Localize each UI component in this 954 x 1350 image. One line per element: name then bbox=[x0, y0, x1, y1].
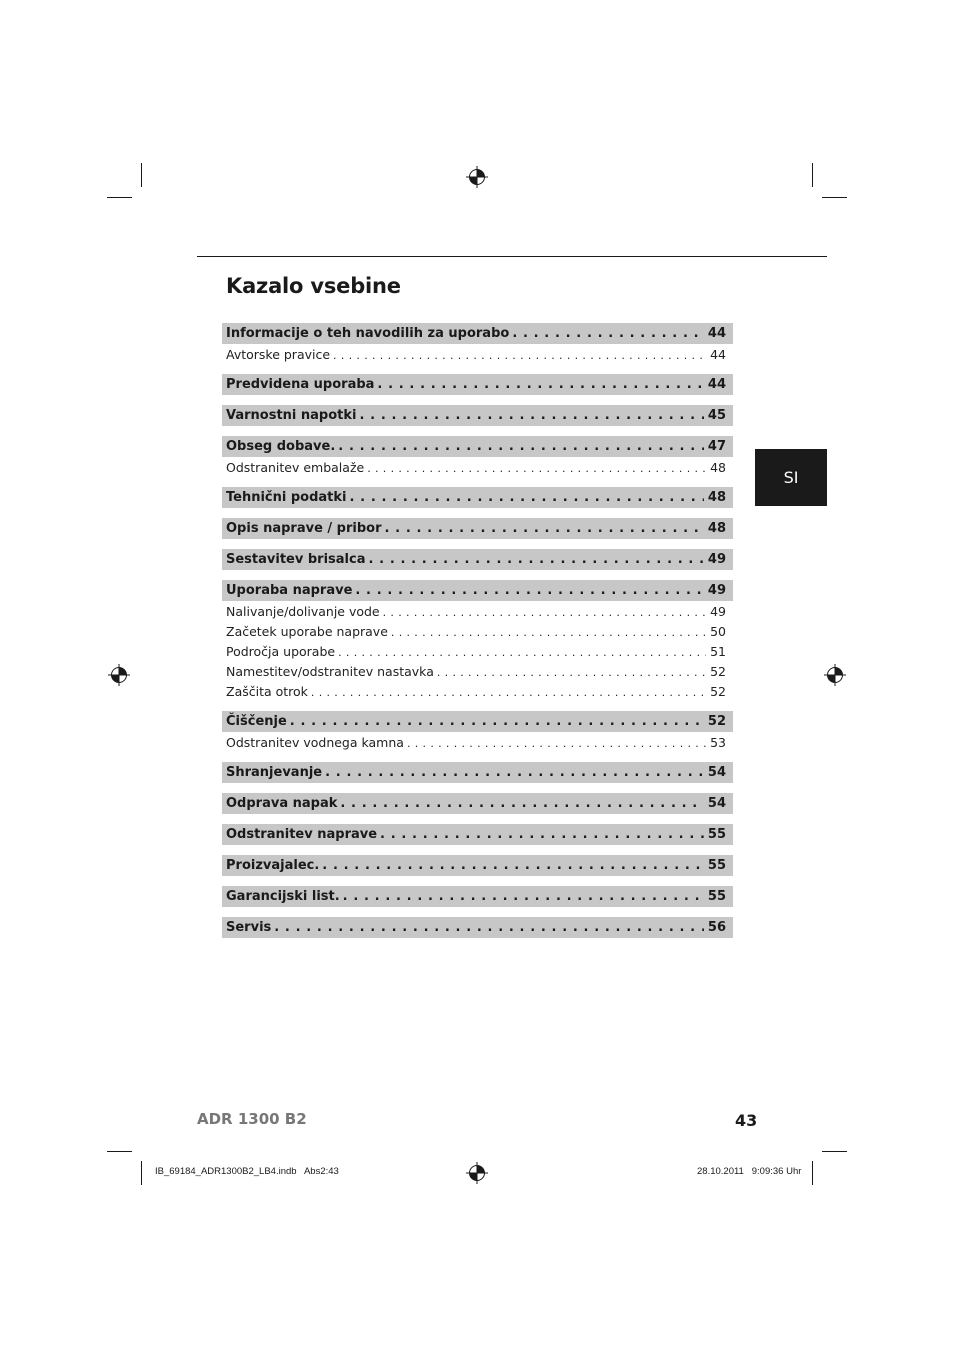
toc-entry bbox=[222, 824, 733, 845]
toc-subentry bbox=[222, 602, 733, 622]
toc-leader-dots bbox=[322, 855, 704, 876]
toc-subentry-label: Odstranitev embalaže bbox=[226, 460, 365, 475]
toc-entry-label: Informacije o teh navodilih za uporabo bbox=[226, 326, 510, 341]
toc-leader-dots bbox=[343, 886, 704, 907]
toc-entry-page: 56 bbox=[707, 920, 726, 935]
toc-entry bbox=[222, 917, 733, 938]
toc-entry-label: Uporaba naprave bbox=[226, 583, 353, 598]
toc-leader-dots bbox=[367, 458, 706, 479]
toc-leader-dots bbox=[407, 733, 706, 754]
toc-entry-label: Shranjevanje bbox=[226, 765, 323, 780]
toc-entry-page: 45 bbox=[707, 408, 726, 423]
toc-leader-dots bbox=[437, 662, 706, 683]
toc-subentry-page: 51 bbox=[710, 644, 726, 659]
toc-subentry bbox=[222, 345, 733, 365]
registration-mark-icon bbox=[466, 1162, 488, 1184]
toc-entry bbox=[222, 711, 733, 732]
toc-entry-label: Sestavitev brisalca bbox=[226, 552, 366, 567]
toc-leader-dots bbox=[385, 518, 704, 539]
toc-entry-label: Tehnični podatki bbox=[226, 490, 347, 505]
header-rule bbox=[197, 256, 827, 257]
toc-entry-page: 48 bbox=[707, 490, 726, 505]
toc-entry bbox=[222, 518, 733, 539]
toc-entry bbox=[222, 374, 733, 395]
toc-entry-page: 49 bbox=[707, 583, 726, 598]
toc-entry-label: Predvidena uporaba bbox=[226, 377, 375, 392]
toc-subentry bbox=[222, 733, 733, 753]
toc-leader-dots bbox=[383, 602, 706, 623]
toc-leader-dots bbox=[355, 580, 704, 601]
toc-entry-page: 54 bbox=[707, 765, 726, 780]
toc-subentry-label: Zaščita otrok bbox=[226, 684, 308, 699]
toc-leader-dots bbox=[338, 436, 704, 457]
toc-leader-dots bbox=[368, 549, 703, 570]
toc-subentry bbox=[222, 682, 733, 702]
crop-mark bbox=[141, 1161, 142, 1185]
toc-entry-page: 55 bbox=[707, 827, 726, 842]
toc-entry-label: Čiščenje bbox=[226, 714, 287, 729]
toc-subentry-page: 50 bbox=[710, 624, 726, 639]
toc-subentry-label: Odstranitev vodnega kamna bbox=[226, 735, 404, 750]
toc-entry bbox=[222, 855, 733, 876]
toc-leader-dots bbox=[290, 711, 704, 732]
toc-entry-label: Obseg dobave. bbox=[226, 439, 336, 454]
toc-entry bbox=[222, 580, 733, 601]
page-number: 43 bbox=[735, 1111, 758, 1130]
registration-mark-icon bbox=[824, 664, 846, 686]
toc-leader-dots bbox=[512, 323, 704, 344]
toc-subentry-page: 52 bbox=[710, 664, 726, 679]
toc-entry bbox=[222, 762, 733, 783]
toc-entry-page: 54 bbox=[707, 796, 726, 811]
crop-mark bbox=[107, 1151, 132, 1152]
toc-entry-page: 44 bbox=[707, 377, 726, 392]
toc-leader-dots bbox=[360, 405, 704, 426]
toc-entry-label: Servis bbox=[226, 920, 272, 935]
toc-entry-page: 49 bbox=[707, 552, 726, 567]
toc-entry-page: 55 bbox=[707, 858, 726, 873]
page-title: Kazalo vsebine bbox=[226, 274, 401, 298]
crop-mark bbox=[107, 197, 132, 198]
toc-subentry bbox=[222, 458, 733, 478]
toc-subentry-label: Nalivanje/dolivanje vode bbox=[226, 604, 380, 619]
toc-subentry-page: 48 bbox=[710, 460, 726, 475]
toc-subentry-label: Področja uporabe bbox=[226, 644, 336, 659]
toc-entry-page: 47 bbox=[707, 439, 726, 454]
toc-entry bbox=[222, 886, 733, 907]
toc-leader-dots bbox=[377, 374, 703, 395]
toc-leader-dots bbox=[274, 917, 704, 938]
registration-mark-icon bbox=[466, 166, 488, 188]
toc-entry-label: Garancijski list. bbox=[226, 889, 340, 904]
toc-subentry bbox=[222, 662, 733, 682]
toc-entry bbox=[222, 405, 733, 426]
print-slug-file: IB_69184_ADR1300B2_LB4.indb Abs2:43 bbox=[155, 1166, 339, 1177]
toc-entry-label: Opis naprave / pribor bbox=[226, 521, 382, 536]
toc-leader-dots bbox=[350, 487, 704, 508]
model-name: ADR 1300 B2 bbox=[197, 1110, 307, 1128]
toc-subentry-page: 52 bbox=[710, 684, 726, 699]
language-tab bbox=[755, 449, 827, 506]
toc-leader-dots bbox=[340, 793, 704, 814]
toc-subentry-page: 44 bbox=[710, 347, 726, 362]
toc-entry-page: 55 bbox=[707, 889, 726, 904]
toc-entry bbox=[222, 436, 733, 457]
toc-subentry-label: Avtorske pravice bbox=[226, 347, 331, 362]
toc-leader-dots bbox=[380, 824, 704, 845]
toc-entry-label: Odprava napak bbox=[226, 796, 338, 811]
toc-subentry-label: Začetek uporabe naprave bbox=[226, 624, 388, 639]
toc-entry bbox=[222, 793, 733, 814]
toc-subentry-label: Namestitev/odstranitev nastavka bbox=[226, 664, 434, 679]
toc-entry-page: 48 bbox=[707, 521, 726, 536]
toc-leader-dots bbox=[311, 682, 706, 703]
registration-mark-icon bbox=[108, 664, 130, 686]
crop-mark bbox=[822, 197, 847, 198]
toc-entry-page: 44 bbox=[707, 326, 726, 341]
table-of-contents bbox=[222, 323, 733, 948]
toc-entry-label: Varnostni napotki bbox=[226, 408, 357, 423]
crop-mark bbox=[812, 163, 813, 187]
toc-entry bbox=[222, 323, 733, 344]
toc-entry-page: 52 bbox=[707, 714, 726, 729]
crop-mark bbox=[812, 1161, 813, 1185]
crop-mark bbox=[141, 163, 142, 187]
toc-subentry-page: 53 bbox=[710, 735, 726, 750]
toc-subentry bbox=[222, 622, 733, 642]
toc-leader-dots bbox=[325, 762, 704, 783]
crop-mark bbox=[822, 1151, 847, 1152]
language-tab-label: SI bbox=[783, 468, 799, 487]
toc-leader-dots bbox=[333, 345, 706, 366]
toc-entry bbox=[222, 487, 733, 508]
print-slug-date: 28.10.2011 9:09:36 Uhr bbox=[697, 1166, 802, 1177]
toc-leader-dots bbox=[338, 642, 706, 663]
toc-subentry-page: 49 bbox=[710, 604, 726, 619]
toc-leader-dots bbox=[391, 622, 706, 643]
toc-entry bbox=[222, 549, 733, 570]
toc-entry-label: Odstranitev naprave bbox=[226, 827, 378, 842]
toc-entry-label: Proizvajalec. bbox=[226, 858, 320, 873]
toc-subentry bbox=[222, 642, 733, 662]
